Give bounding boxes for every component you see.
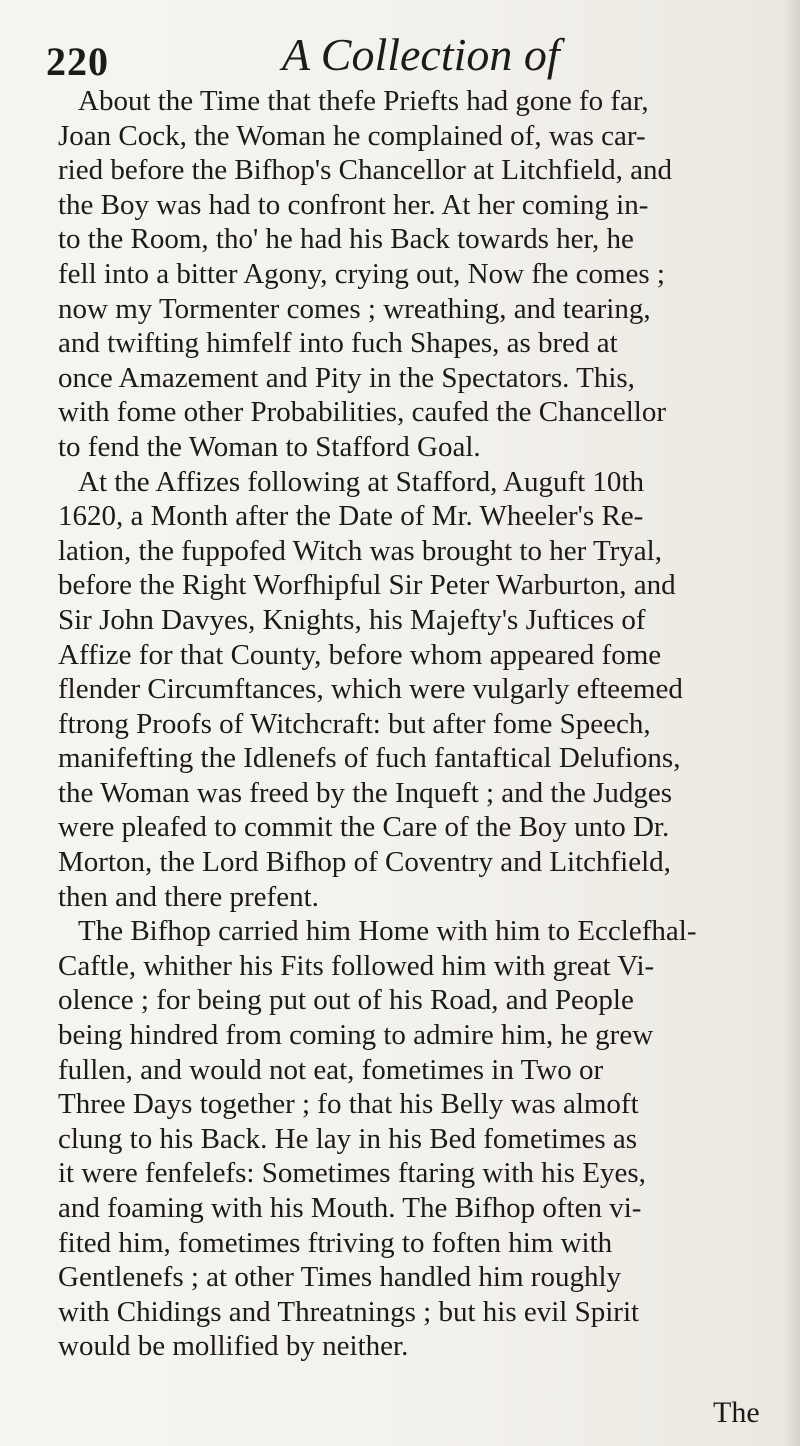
text-line: clung to his Back. He lay in his Bed fometimes as	[58, 1122, 638, 1155]
text-line: would be mollified by neither.	[58, 1330, 409, 1363]
text-line: ftrong Proofs of Witchcraft: but after fome Speech,	[58, 707, 651, 740]
text-line: Three Days together ; fo that his Belly was almoft	[58, 1088, 639, 1121]
text-line: and foaming with his Mouth. The Bifhop often vi-	[58, 1192, 642, 1224]
body-text	[58, 84, 790, 1364]
text-line: lation, the fuppofed Witch was brought to her Tryal,	[58, 534, 662, 567]
page-number: 220	[46, 39, 109, 84]
running-title: A Collection of	[282, 29, 560, 80]
text-line: fullen, and would not eat, fometimes in Two or	[58, 1053, 604, 1086]
text-line: then and there prefent.	[58, 880, 319, 913]
text-line: with fome other Probabilities, caufed the Chancellor	[58, 396, 667, 429]
text-line: it were fenfelefs: Sometimes ftaring with his Eyes,	[58, 1157, 646, 1190]
text-line: 1620, a Month after the Date of Mr. Wheeler's Re-	[58, 500, 644, 533]
text-line: manifefting the Idlenefs of fuch fantaftical Delufions,	[58, 742, 681, 775]
text-line: once Amazement and Pity in the Spectators. This,	[58, 361, 635, 394]
text-line: The Bifhop carried him Home with him to Ecclefhal-	[78, 915, 697, 948]
text-line: About the Time that thefe Priefts had gone fo far,	[78, 85, 649, 117]
catchword: The	[713, 1396, 760, 1429]
text-line: Affize for that County, before whom appeared fome	[58, 638, 662, 671]
text-line: the Boy was had to confront her. At her coming in-	[58, 188, 649, 221]
text-line: fited him, fometimes ftriving to foften him with	[58, 1226, 613, 1259]
text-line: to fend the Woman to Stafford Goal.	[58, 430, 481, 463]
text-line: to the Room, tho' he had his Back towards her, he	[58, 223, 634, 256]
text-line: Caftle, whither his Fits followed him with great Vi-	[58, 949, 655, 982]
page-header	[46, 28, 746, 84]
text-line: being hindred from coming to admire him, he grew	[58, 1019, 654, 1052]
text-line: flender Circumftances, which were vulgarly efteemed	[58, 673, 683, 706]
text-line: Joan Cock, the Woman he complained of, was car-	[58, 119, 646, 152]
text-line: before the Right Worfhipful Sir Peter Warburton, and	[58, 569, 676, 602]
text-line: At the Affizes following at Stafford, Auguft 10th	[78, 465, 644, 498]
text-line: the Woman was freed by the Inqueft ; and the Judges	[58, 776, 673, 809]
text-line: Sir John Davyes, Knights, his Majefty's Juftices of	[58, 603, 646, 636]
text-line: ried before the Bifhop's Chancellor at Litchfield, and	[58, 154, 673, 187]
text-line: now my Tormenter comes ; wreathing, and tearing,	[58, 292, 651, 325]
text-line: fell into a bitter Agony, crying out, Now fhe comes ;	[58, 257, 665, 290]
text-line: with Chidings and Threatnings ; but his evil Spirit	[58, 1295, 640, 1328]
text-line: and twifting himfelf into fuch Shapes, as bred at	[58, 327, 618, 360]
text-line: were pleafed to commit the Care of the Boy unto Dr.	[58, 811, 670, 844]
text-line: olence ; for being put out of his Road, and People	[58, 984, 634, 1017]
text-line: Morton, the Lord Bifhop of Coventry and Litchfield,	[58, 846, 671, 879]
text-line: Gentlenefs ; at other Times handled him roughly	[58, 1261, 622, 1294]
